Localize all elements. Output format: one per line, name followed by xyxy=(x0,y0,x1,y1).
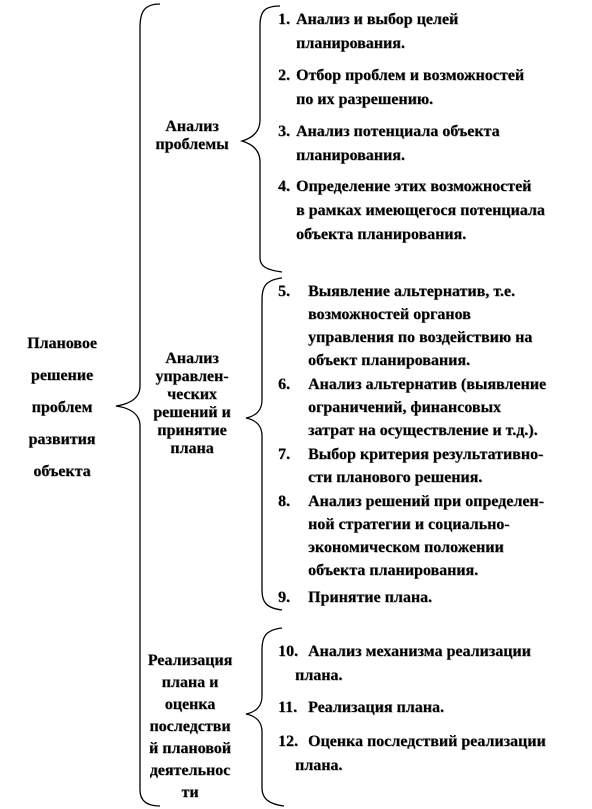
step-text: по их разрешению. xyxy=(296,91,434,108)
step-text: Анализ альтернатив (выявление xyxy=(308,376,547,393)
root-line: развития xyxy=(28,431,96,448)
step-item xyxy=(278,443,543,489)
step-item xyxy=(278,490,544,582)
step-item xyxy=(278,175,545,247)
step-number: 3. xyxy=(278,123,290,140)
step-text: Оценка последствий реализации xyxy=(308,733,546,750)
group-title-line: управлен- xyxy=(155,368,229,385)
group-title-line: последстви xyxy=(149,718,231,735)
group-title-line: й плановой xyxy=(149,740,231,757)
step-text: в рамках имеющегося потенциала xyxy=(296,202,545,219)
group-title-plan-implementation xyxy=(140,650,240,804)
group-title-problem-analysis xyxy=(148,118,236,154)
step-item xyxy=(278,586,432,609)
group-title-line: Анализ xyxy=(165,118,219,135)
step-text: возможностей органов xyxy=(308,306,471,323)
group-title-line: принятие xyxy=(157,422,227,439)
root-line: Плановое xyxy=(27,335,97,352)
step-text: Выбор критерия результативно- xyxy=(308,446,544,463)
step-text: Анализ потенциала объекта xyxy=(296,123,500,140)
step-number: 8. xyxy=(278,493,290,510)
step-text: ограничений, финансовых xyxy=(308,399,501,416)
step-text: управления по воздействию на xyxy=(308,329,533,346)
step-item xyxy=(278,8,458,56)
step-number: 7. xyxy=(278,446,290,463)
step-text: сти планового решения. xyxy=(308,469,483,486)
step-text: Реализация плана. xyxy=(308,699,444,716)
step-text: плана. xyxy=(295,667,343,684)
step-number: 12. xyxy=(278,733,298,750)
step-text: планирования. xyxy=(296,35,405,52)
step-text: планирования. xyxy=(296,147,405,164)
group-title-line: ческих xyxy=(167,386,217,403)
root-line: объекта xyxy=(33,463,91,480)
root-line: решение xyxy=(30,367,94,384)
step-text: Определение этих возможностей xyxy=(296,178,532,195)
step-item xyxy=(278,64,524,112)
step-text: Выявление альтернатив, т.е. xyxy=(308,283,515,300)
step-text: затрат на осуществление и т.д.). xyxy=(308,422,538,439)
step-text: Отбор проблем и возможностей xyxy=(296,67,525,84)
step-item xyxy=(278,640,531,688)
group-title-line: решений и xyxy=(153,404,231,421)
step-text: объект планирования. xyxy=(308,352,470,369)
step-number: 2. xyxy=(278,67,290,84)
root-node xyxy=(14,328,110,488)
group-title-decision-analysis xyxy=(144,350,240,458)
group-title-line: проблемы xyxy=(155,136,229,153)
group-title-line: ти xyxy=(181,784,199,801)
root-line: проблем xyxy=(31,399,93,416)
step-item xyxy=(278,120,500,168)
group2-brace xyxy=(246,278,282,610)
step-number: 4. xyxy=(278,178,290,195)
step-text: объекта планирования. xyxy=(308,562,479,579)
step-text: экономическом положении xyxy=(308,539,504,556)
step-number: 5. xyxy=(278,283,290,300)
step-number: 1. xyxy=(278,11,290,28)
step-item xyxy=(278,373,546,442)
step-item xyxy=(278,730,546,778)
group-title-line: плана xyxy=(170,440,214,457)
step-item xyxy=(278,696,444,720)
group-title-line: оценка xyxy=(164,696,216,713)
step-item xyxy=(278,280,532,372)
step-number: 6. xyxy=(278,376,290,393)
group-title-line: плана и xyxy=(161,674,219,691)
group-title-line: Анализ xyxy=(165,350,219,367)
group-title-line: Реализация xyxy=(147,652,233,669)
step-number: 9. xyxy=(278,589,290,606)
step-text: Анализ решений при определен- xyxy=(308,493,544,510)
step-text: объекта планирования. xyxy=(296,226,467,243)
step-text: плана. xyxy=(295,757,343,774)
step-text: Принятие плана. xyxy=(308,589,433,606)
step-number: 11. xyxy=(278,699,298,716)
step-text: Анализ и выбор целей xyxy=(296,11,459,28)
step-text: Анализ механизма реализации xyxy=(308,643,531,660)
step-number: 10. xyxy=(278,643,298,660)
step-text: ной стратегии и социально- xyxy=(308,516,510,533)
group1-brace xyxy=(242,6,282,272)
group-title-line: деятельнос xyxy=(149,762,231,779)
